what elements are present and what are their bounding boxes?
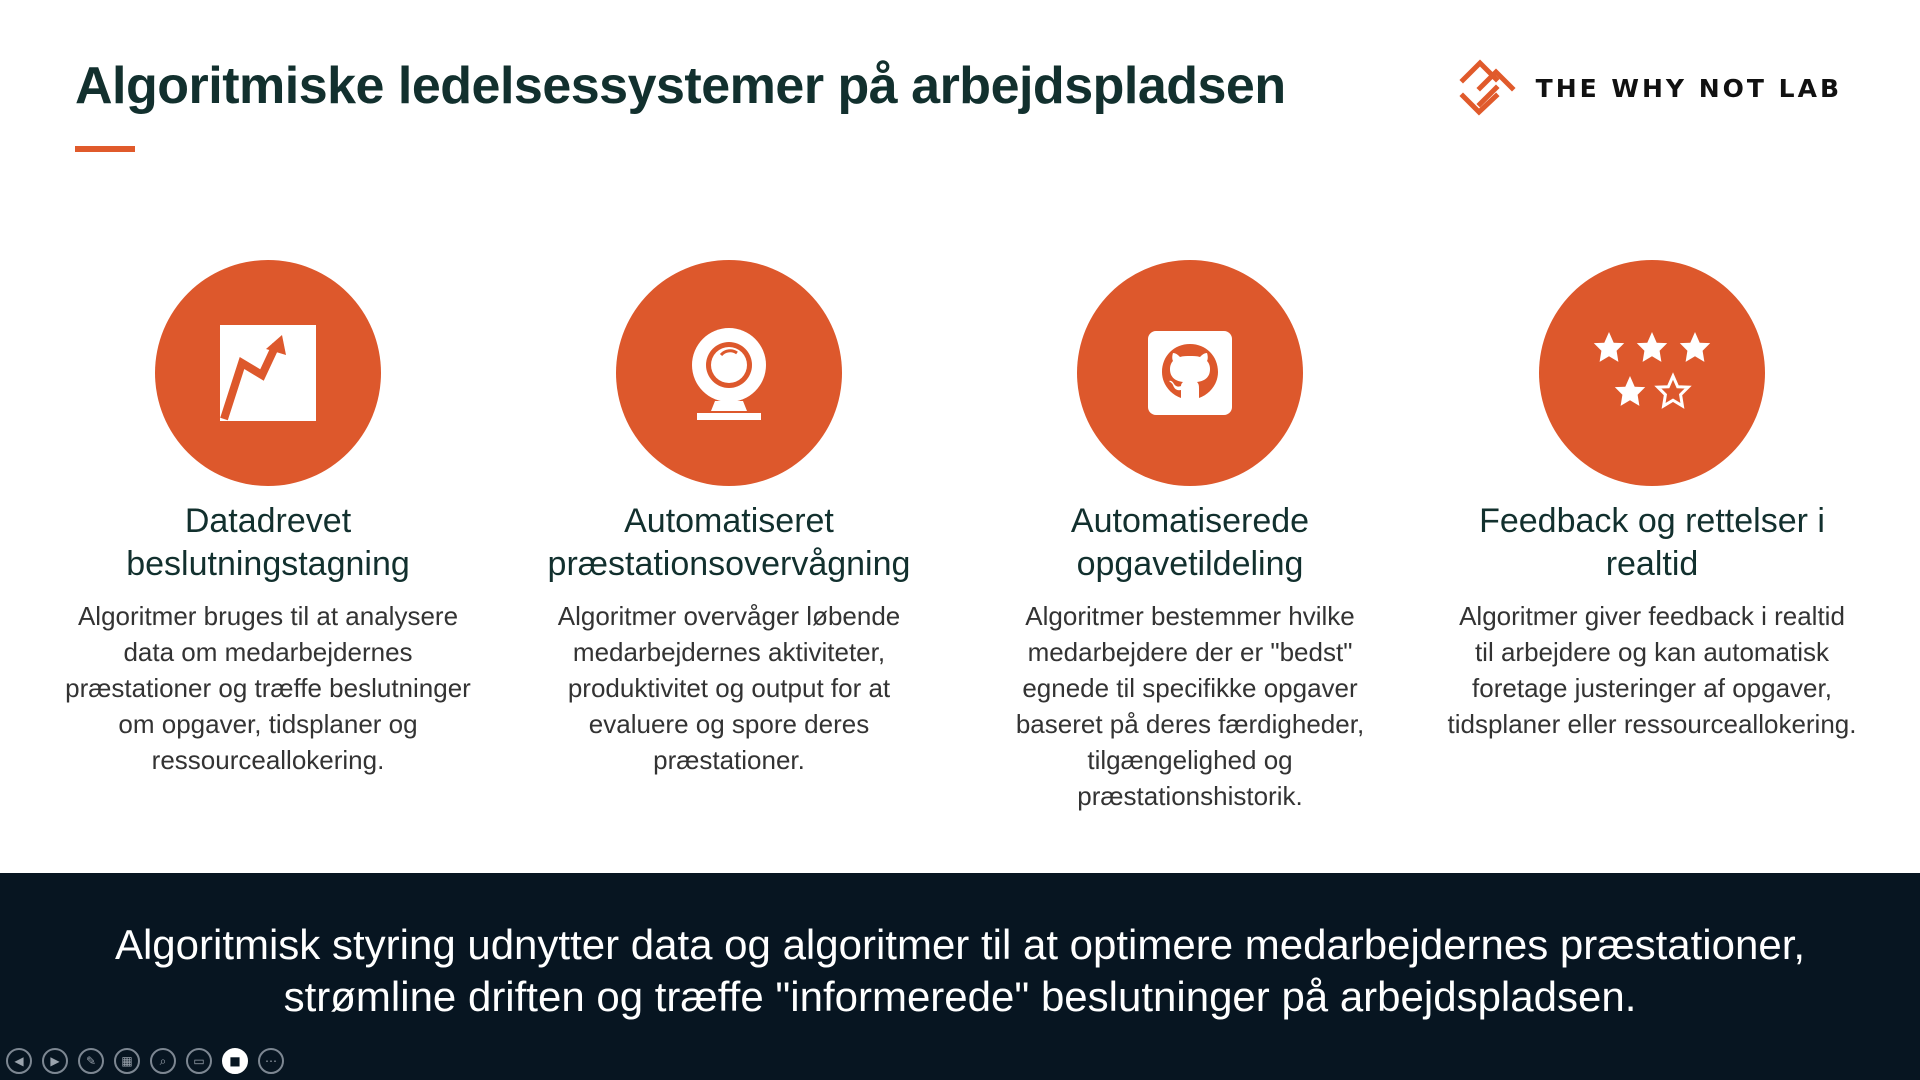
pen-icon[interactable]: ✎	[78, 1048, 104, 1074]
feature-column	[1442, 260, 1862, 742]
presentation-controls	[6, 1048, 284, 1074]
icon-circle	[155, 260, 381, 486]
feature-column	[58, 260, 478, 778]
slides-grid-icon[interactable]: ▦	[114, 1048, 140, 1074]
zoom-icon[interactable]: ⌕	[150, 1048, 176, 1074]
title-underline	[75, 146, 135, 152]
more-icon[interactable]: ⋯	[258, 1048, 284, 1074]
slide-title: Algoritmiske ledelsessystemer på arbejdspladsen	[75, 57, 1286, 115]
camera-icon[interactable]: ■	[222, 1048, 248, 1074]
column-title: Datadrevet beslutningstagning	[126, 502, 410, 583]
summary-text: Algoritmisk styring udnytter data og algoritmer til at optimere medarbejdernes præstationer, strømline driften og træffe "informerede" beslutninger på arbejdspladsen.	[114, 921, 1806, 1020]
column-description: Algoritmer giver feedback i realtid til arbejdere og kan automatisk foretage justeringer af opgaver, tidsplaner eller ressourceallokering.	[1447, 601, 1857, 739]
column-description: Algoritmer bruges til at analysere data om medarbejdernes præstationer og træffe beslutninger om opgaver, tidsplaner og ressourceallokering.	[65, 601, 471, 775]
summary-band	[0, 873, 1920, 1080]
column-title: Automatiseret præstationsovervågning	[547, 502, 911, 583]
subtitles-icon[interactable]: ▭	[186, 1048, 212, 1074]
trend-chart-icon	[218, 323, 318, 423]
brand-logo	[1458, 58, 1842, 118]
webcam-icon	[679, 323, 779, 423]
previous-icon[interactable]: ◀	[6, 1048, 32, 1074]
feature-column	[519, 260, 939, 778]
icon-circle	[1539, 260, 1765, 486]
next-icon[interactable]: ▶	[42, 1048, 68, 1074]
icon-circle	[616, 260, 842, 486]
feature-column	[980, 260, 1400, 814]
column-description: Algoritmer overvåger løbende medarbejdernes aktiviteter, produktivitet og output for at evaluere og spore deres præstationer.	[557, 601, 901, 775]
column-title: Automatiserede opgavetildeling	[1070, 502, 1310, 583]
why-not-lab-logo-icon	[1458, 58, 1518, 118]
github-icon	[1147, 330, 1233, 416]
column-description: Algoritmer bestemmer hvilke medarbejdere der er "bedst" egnede til specifikke opgaver baseret på deres færdigheder, tilgængelighed og præstationshistorik.	[1015, 601, 1365, 811]
column-title: Feedback og rettelser i realtid	[1479, 502, 1825, 583]
star-rating-icon	[1587, 328, 1717, 418]
brand-name: THE WHY NOT LAB	[1535, 73, 1842, 103]
icon-circle	[1077, 260, 1303, 486]
